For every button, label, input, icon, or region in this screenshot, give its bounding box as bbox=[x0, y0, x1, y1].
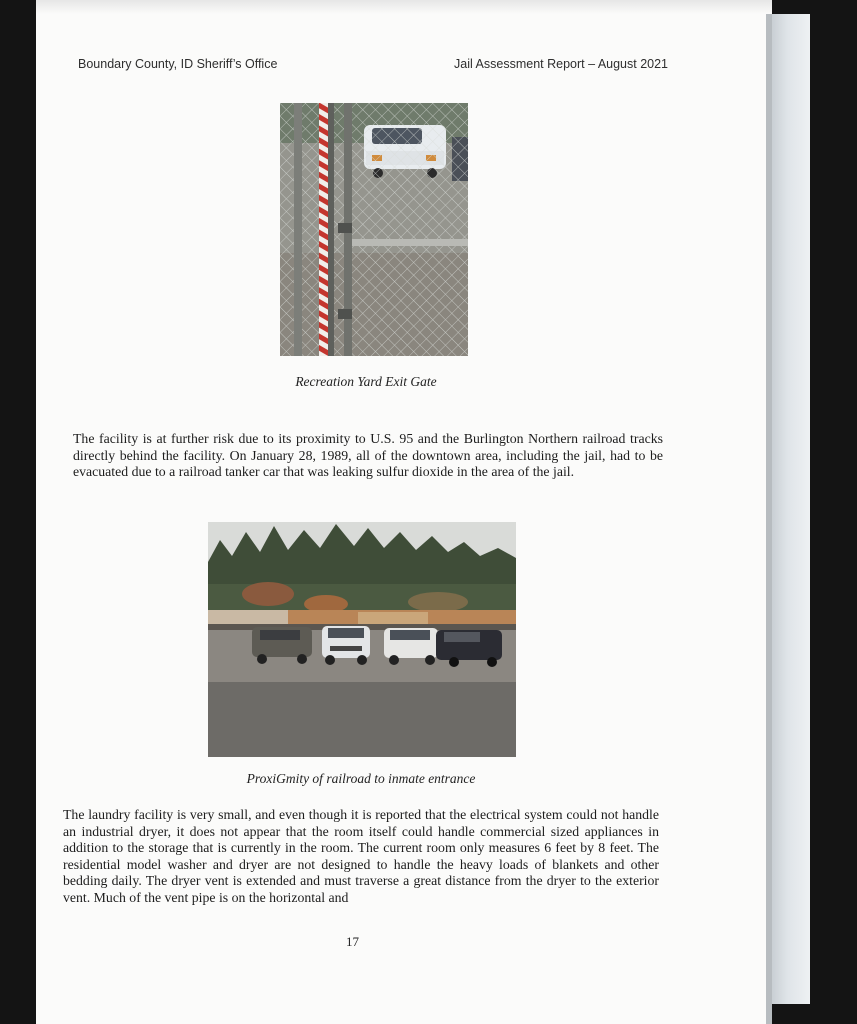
header-agency: Boundary County, ID Sheriff’s Office bbox=[78, 57, 278, 71]
document-page bbox=[36, 0, 772, 1024]
page-number: 17 bbox=[346, 934, 359, 949]
figure-caption-gate: Recreation Yard Exit Gate bbox=[295, 374, 437, 389]
photo-recreation-yard-gate bbox=[280, 103, 468, 356]
photo-railroad-proximity bbox=[208, 522, 516, 757]
paragraph-railroad-risk: The facility is at further risk due to its proximity to U.S. 95 and the Burlington Northern railroad tracks directly behind the facility. On January 28, 1989, all of the downtown area, including the jail, had to be evacuated due to a railroad tanker car that was leaking sulfur dioxide in the area of the jail. bbox=[73, 431, 663, 479]
page-edge bbox=[766, 14, 772, 1024]
paragraph-laundry-facility: The laundry facility is very small, and even though it is reported that the electrical system could not handle an industrial dryer, it does not appear that the room itself could handle commercial sized appliances in addition to the storage that is currently in the room. The current room only measures 6 feet by 8 feet. The residential model washer and dryer are not designed to handle the heavy loads of blankets and other bedding daily. The dryer vent is extended and must traverse a great distance from the dryer to the exterior vent. Much of the vent pipe is on the horizontal and bbox=[63, 807, 659, 905]
scan-shadow bbox=[36, 0, 772, 14]
figure-caption-railroad: ProxiGmity of railroad to inmate entrance bbox=[246, 771, 476, 786]
header-report-title: Jail Assessment Report – August 2021 bbox=[454, 57, 669, 71]
scan-edge bbox=[772, 14, 810, 1004]
